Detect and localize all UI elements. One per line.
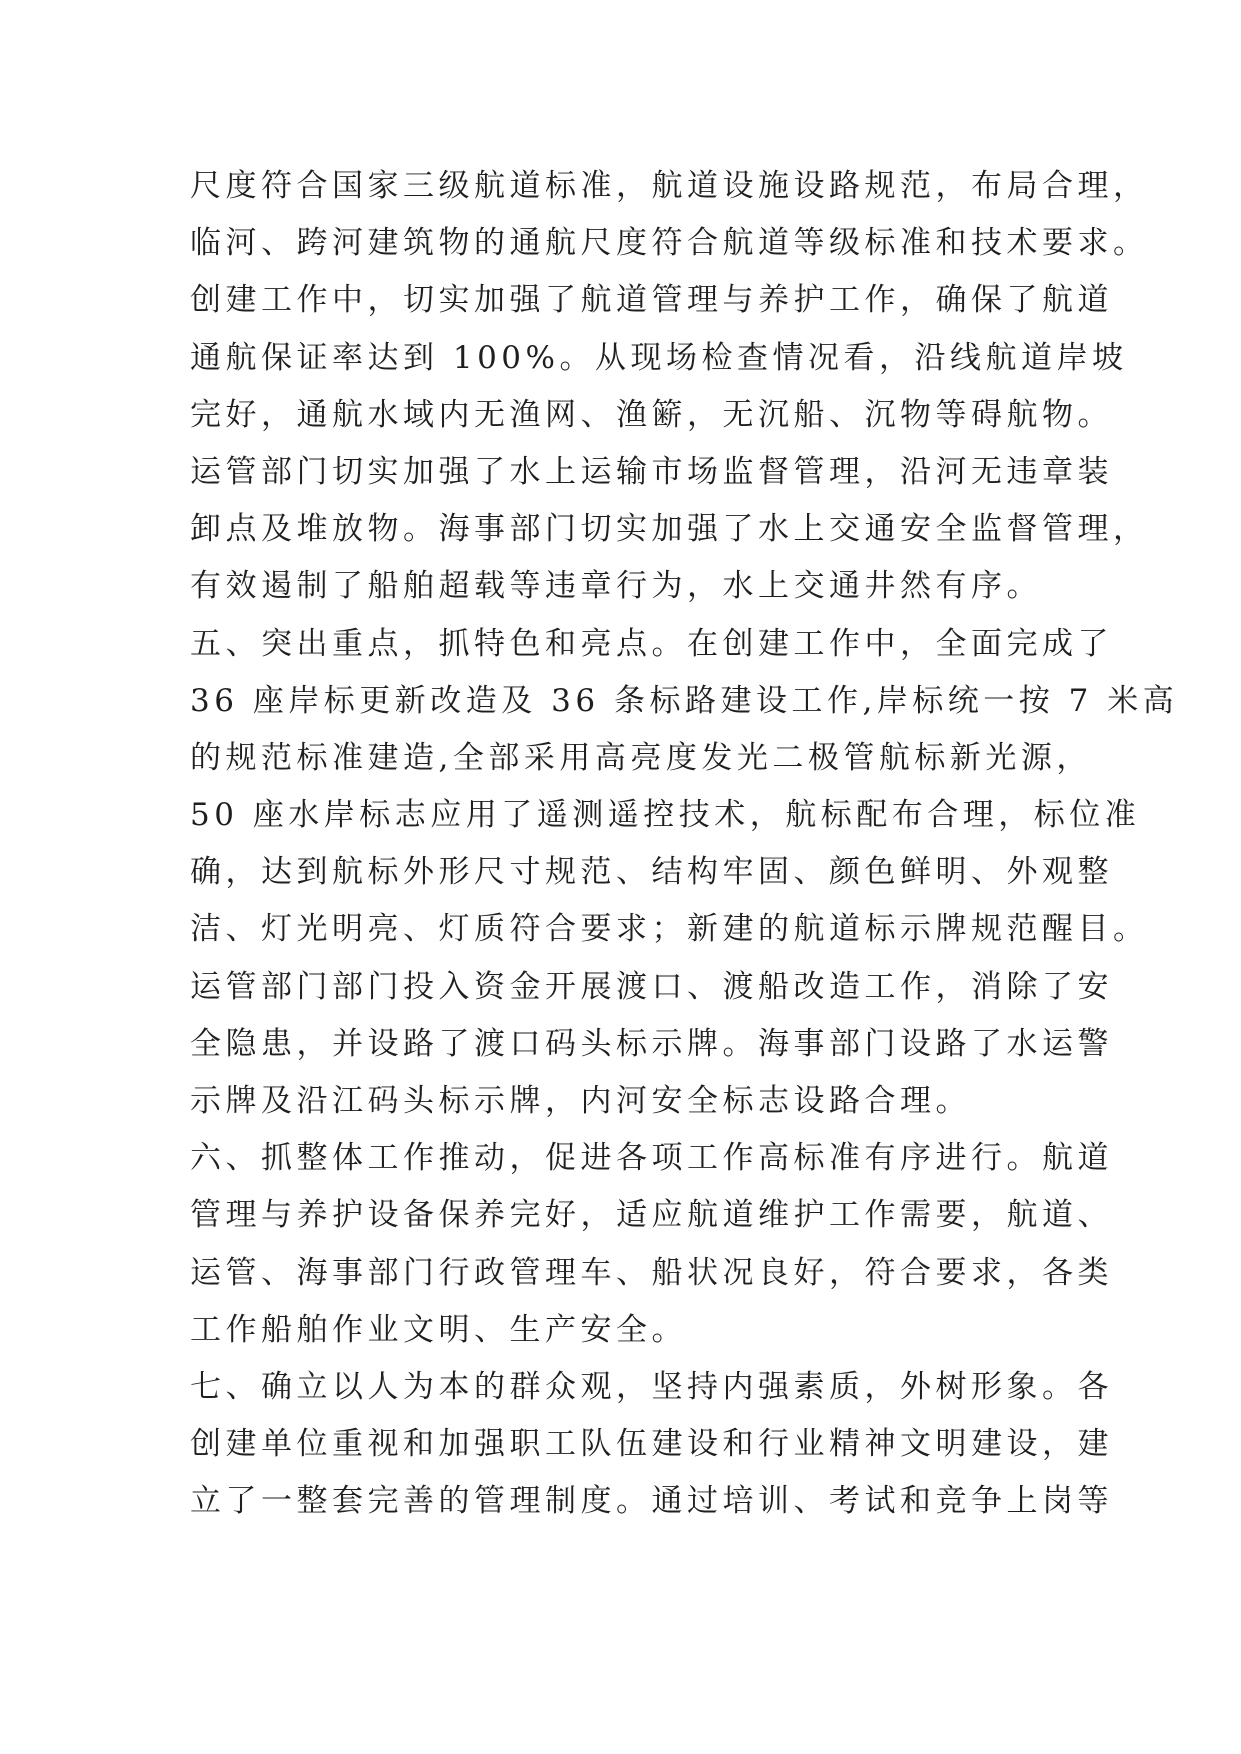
- section-heading-line: 七、确立以人为本的群众观，坚持内强素质，外树形象。各: [190, 1368, 1113, 1405]
- text-line: 洁、灯光明亮、灯质符合要求；新建的航道标示牌规范醒目。: [190, 911, 1149, 948]
- text-line: 创建单位重视和加强职工队伍建设和行业精神文明建设，建: [190, 1426, 1113, 1463]
- text-line: 尺度符合国家三级航道标准，航道设施设路规范，布局合理，: [190, 168, 1149, 204]
- text-line: 通航保证率达到 100%。从现场检查情况看，沿线航道岸坡: [190, 339, 1128, 376]
- section-heading-line: 五、突出重点，抓特色和亮点。在创建工作中，全面完成了: [190, 625, 1113, 662]
- text-line: 工作船舶作业文明、生产安全。: [190, 1311, 687, 1348]
- text-line: 36 座岸标更新改造及 36 条标路建设工作,岸标统一按 7 米高: [190, 682, 1179, 719]
- text-line: 创建工作中，切实加强了航道管理与养护工作，确保了航道: [190, 282, 1113, 319]
- text-line: 确，达到航标外形尺寸规范、结构牢固、颜色鲜明、外观整: [190, 854, 1113, 891]
- text-line: 示牌及沿江码头标示牌，内河安全标志设路合理。: [190, 1083, 971, 1119]
- text-line: 50 座水岸标志应用了遥测遥控技术，航标配布合理，标位准: [190, 797, 1141, 834]
- text-line: 运管部门部门投入资金开展渡口、渡船改造工作，消除了安: [190, 968, 1113, 1005]
- text-line: 临河、跨河建筑物的通航尺度符合航道等级标准和技术要求。: [190, 225, 1149, 262]
- text-line: 卸点及堆放物。海事部门切实加强了水上交通安全监督管理，: [190, 511, 1149, 548]
- text-line: 运管部门切实加强了水上运输市场监督管理，沿河无违章装: [190, 453, 1113, 490]
- text-line: 的规范标准建造,全部采用高亮度发光二极管航标新光源，: [190, 739, 1092, 776]
- text-line: 完好，通航水域内无渔网、渔簖，无沉船、沉物等碍航物。: [190, 396, 1113, 433]
- text-line: 立了一整套完善的管理制度。通过培训、考试和竞争上岗等: [190, 1483, 1113, 1520]
- body-text: [190, 158, 1190, 1531]
- text-line: 管理与养护设备保养完好，适应航道维护工作需要，航道、: [190, 1197, 1113, 1234]
- text-line: 运管、海事部门行政管理车、船状况良好，符合要求，各类: [190, 1254, 1113, 1291]
- section-heading-line: 六、抓整体工作推动，促进各项工作高标准有序进行。航道: [190, 1140, 1113, 1177]
- text-line: 有效遏制了船舶超载等违章行为，水上交通井然有序。: [190, 568, 1042, 605]
- text-line: 全隐患，并设路了渡口码头标示牌。海事部门设路了水运警: [190, 1025, 1113, 1062]
